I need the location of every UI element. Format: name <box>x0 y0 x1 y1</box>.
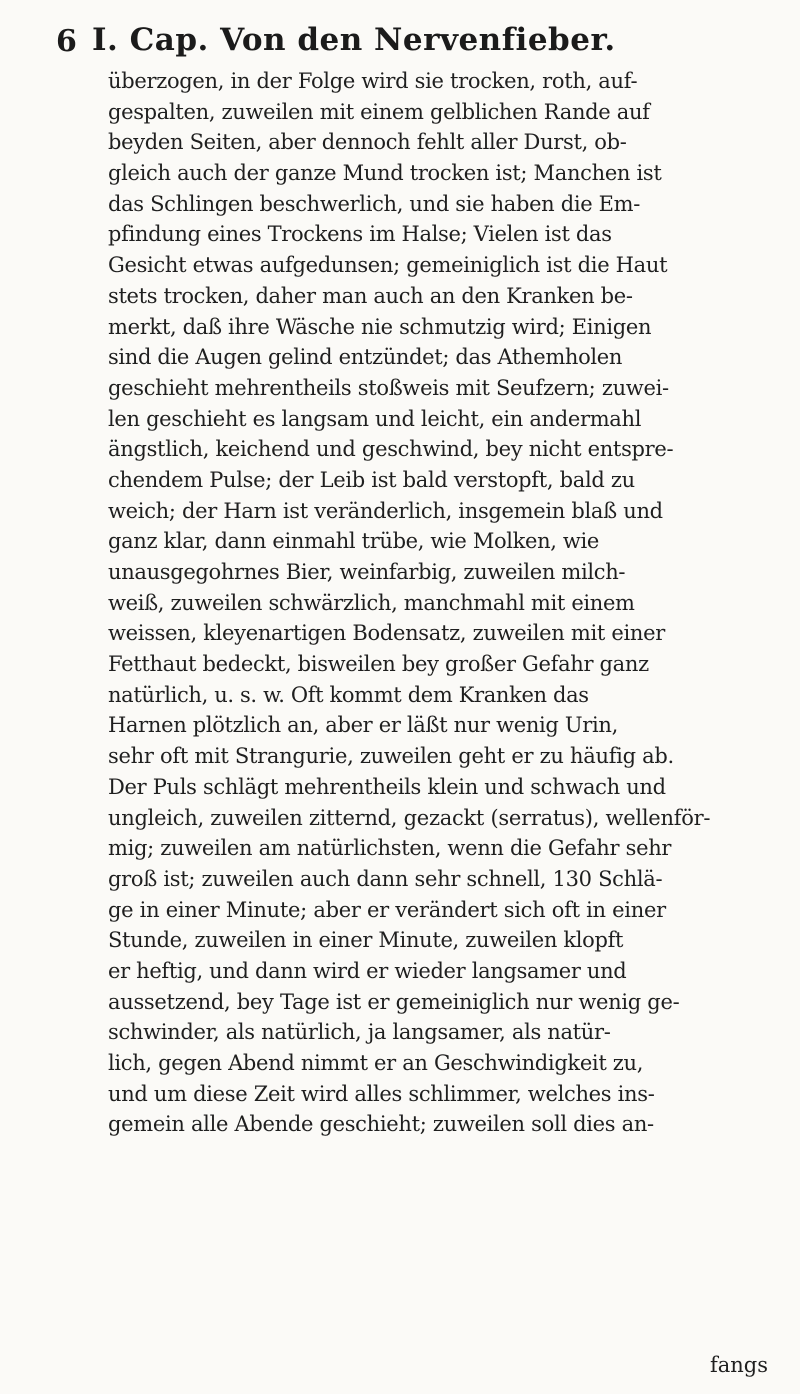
text-line: sind die Augen gelind entzündet; das Athemholen <box>108 345 623 370</box>
text-line: aussetzend, bey Tage ist er gemeiniglich nur wenig ge- <box>108 989 680 1014</box>
text-line: Harnen plötzlich an, aber er läßt nur wenig Urin, <box>108 713 618 738</box>
text-line: gespalten, zuweilen mit einem gelblichen Rande auf <box>108 99 650 124</box>
text-line: chendem Pulse; der Leib ist bald verstopft, bald zu <box>108 467 635 492</box>
text-line: überzogen, in der Folge wird sie trocken, roth, auf- <box>108 69 638 93</box>
running-head: I. Cap. Von den Nervenfieber. <box>92 22 616 58</box>
text-line: weiß, zuweilen schwärzlich, manchmahl mit einem <box>108 590 635 615</box>
page-header <box>56 20 756 64</box>
text-line: pfindung eines Trockens im Halse; Vielen ist das <box>108 222 612 247</box>
text-line: natürlich, u. s. w. Oft kommt dem Kranken das <box>108 682 589 707</box>
text-line: geschieht mehrentheils stoßweis mit Seufzern; zuwei- <box>108 375 669 400</box>
text-line: er heftig, und dann wird er wieder langsamer und <box>108 958 627 983</box>
text-line: mig; zuweilen am natürlichsten, wenn die Gefahr sehr <box>108 836 672 861</box>
text-line: sehr oft mit Strangurie, zuweilen geht er zu häufig ab. <box>108 744 674 769</box>
text-line: lich, gegen Abend nimmt er an Geschwindigkeit zu, <box>108 1051 644 1075</box>
text-line: weissen, kleyenartigen Bodensatz, zuweilen mit einer <box>108 621 665 646</box>
text-line: groß ist; zuweilen auch dann sehr schnell, 130 Schlä- <box>108 866 663 891</box>
text-line: ängstlich, keichend und geschwind, bey nicht entspre- <box>108 437 674 462</box>
text-line: und um diese Zeit wird alles schlimmer, welches ins- <box>108 1081 655 1106</box>
text-line: Fetthaut bedeckt, bisweilen bey großer Gefahr ganz <box>108 652 649 677</box>
text-line: das Schlingen beschwerlich, und sie haben die Em- <box>108 191 641 216</box>
text-line: ganz klar, dann einmahl trübe, wie Molken, wie <box>108 529 600 554</box>
page-number: 6 <box>56 24 77 59</box>
catchword: fangs <box>709 1353 768 1377</box>
text-line: stets trocken, daher man auch an den Kranken be- <box>108 283 633 308</box>
text-line: schwinder, als natürlich, ja langsamer, als natür- <box>108 1020 611 1045</box>
text-line: ungleich, zuweilen zitternd, gezackt (serratus), wellenför- <box>108 805 711 830</box>
text-line: Stunde, zuweilen in einer Minute, zuweilen klopft <box>108 928 624 953</box>
text-line: gemein alle Abende geschieht; zuweilen soll dies an- <box>108 1112 654 1137</box>
text-line: len geschieht es langsam und leicht, ein andermahl <box>108 406 642 431</box>
text-line: merkt, daß ihre Wäsche nie schmutzig wird; Einigen <box>108 314 652 339</box>
text-line: Der Puls schlägt mehrentheils klein und schwach und <box>108 774 666 799</box>
text-line: unausgegohrnes Bier, weinfarbig, zuweilen milch- <box>108 560 626 584</box>
body-text <box>108 66 788 1140</box>
text-line: Gesicht etwas aufgedunsen; gemeiniglich ist die Haut <box>108 253 668 278</box>
text-line: ge in einer Minute; aber er verändert sich oft in einer <box>108 897 666 922</box>
text-line: gleich auch der ganze Mund trocken ist; Manchen ist <box>108 161 662 186</box>
text-line: beyden Seiten, aber dennoch fehlt aller Durst, ob- <box>108 130 627 155</box>
text-line: weich; der Harn ist veränderlich, insgemein blaß und <box>108 498 663 523</box>
